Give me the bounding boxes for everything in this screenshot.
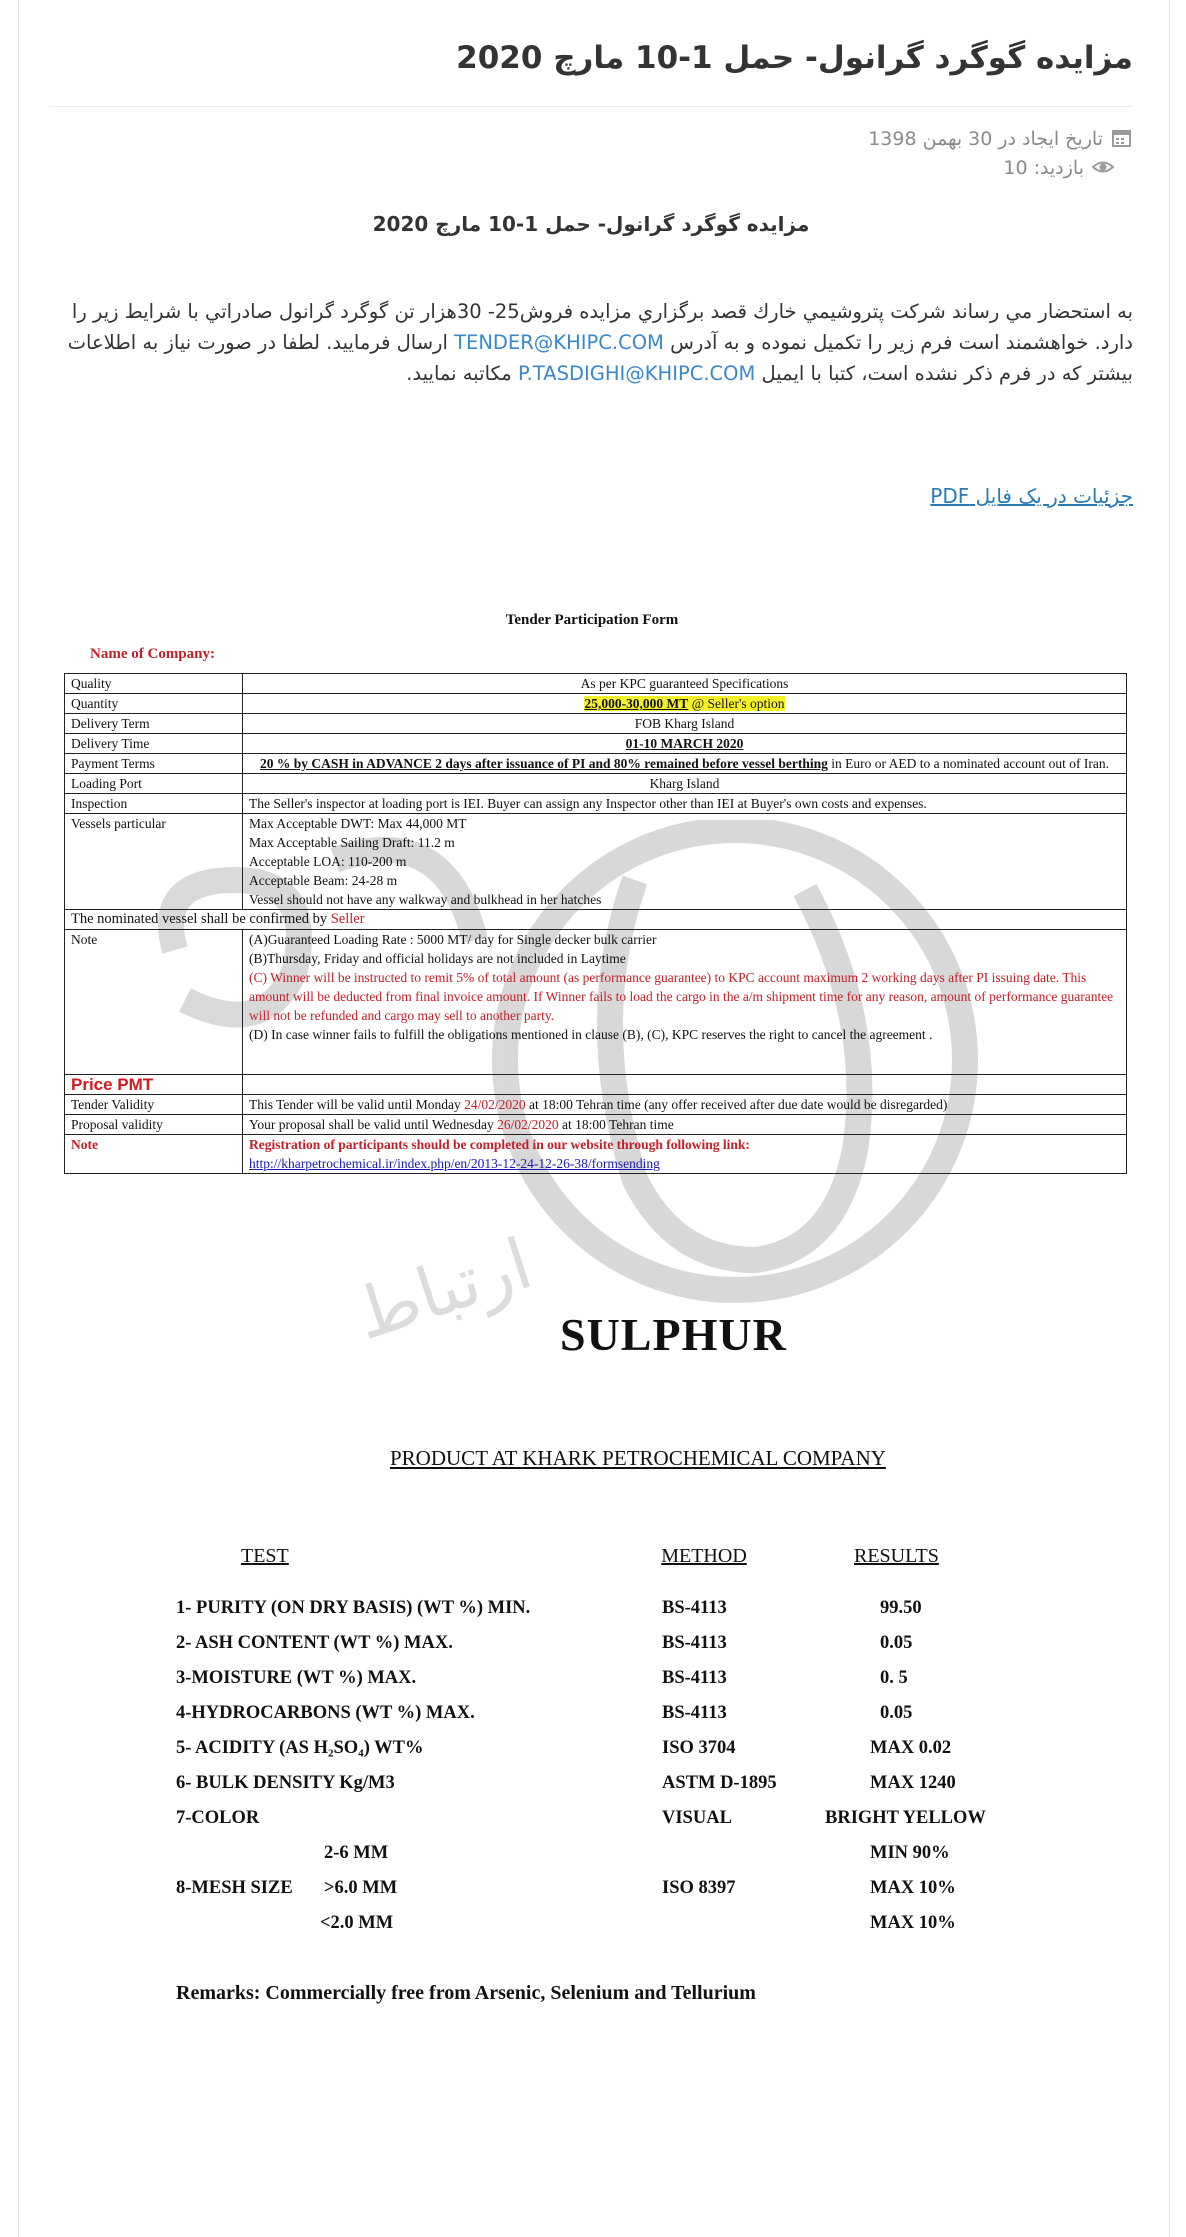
row-value: FOB Kharg Island xyxy=(243,714,1127,734)
quantity-amount: 25,000-30,000 MT xyxy=(584,696,689,711)
form-title: Tender Participation Form xyxy=(505,612,679,628)
table-row xyxy=(65,930,1127,1075)
row-key: Note xyxy=(65,1135,243,1174)
intro-text-c: مکاتبه نمایید. xyxy=(406,362,518,385)
note-d: (D) In case winner fails to fulfill the obligations mentioned in clause (B), (C), KPC reserves the right to cancel the agreement . xyxy=(249,1027,933,1042)
payment-terms-rest: in Euro or AED to a nominated account out of Iran. xyxy=(827,756,1110,771)
view-count xyxy=(514,157,1114,179)
row-key: Inspection xyxy=(65,794,243,814)
row-value: The Seller's inspector at loading port is IEI. Buyer can assign any Inspector other than IEI at Buyer's own costs and expenses. xyxy=(243,794,1127,814)
table-row xyxy=(65,714,1127,734)
spec-result: MAX 1240 xyxy=(870,1773,956,1793)
spec-method: BS-4113 xyxy=(662,1668,727,1688)
eye-icon xyxy=(1092,158,1114,176)
spec-test: 2- ASH CONTENT (WT %) MAX. xyxy=(176,1633,453,1653)
pdf-details-link[interactable]: جزئیات در یک فایل PDF xyxy=(930,484,1133,508)
svg-text:ارتباط: ارتباط xyxy=(344,1222,542,1357)
vessel-spec: Acceptable LOA: 110-200 m xyxy=(249,854,407,869)
intro-paragraph xyxy=(48,296,1133,389)
note-a: (A)Guaranteed Loading Rate : 5000 MT/ day for Single decker bulk carrier xyxy=(249,932,657,947)
views-text: بازدید: 10 xyxy=(1003,157,1084,179)
table-row xyxy=(65,734,1127,754)
table-row xyxy=(65,1115,1127,1135)
table-row xyxy=(65,910,1127,930)
mesh-size: >6.0 MM xyxy=(324,1878,398,1898)
remarks: Remarks: Commercially free from Arsenic, Selenium and Tellurium xyxy=(176,1982,756,2004)
tender-table xyxy=(64,673,1127,1174)
intro-text-a: به استحضار مي رساند شركت پتروشيمي خارك قصد برگزاري مزايده فروش25- 30هزار تن گوگرد گرانول صادراتي با شرايط زير را دارد. خواهشمند است فرم زیر را تکمیل نموده و به آدرس xyxy=(71,300,1133,354)
proposal-date: 26/02/2020 xyxy=(497,1117,559,1132)
spec-result: MAX 0.02 xyxy=(870,1738,952,1758)
table-row xyxy=(65,1075,1127,1095)
row-key: Note xyxy=(65,930,243,1075)
contact-email[interactable]: P.TASDIGHI@KHIPC.COM xyxy=(517,362,756,385)
spec-result: 0.05 xyxy=(880,1703,913,1723)
page-title: مزایده گوگرد گرانول- حمل 1-10 مارچ 2020 xyxy=(456,40,1133,76)
validity-date: 24/02/2020 xyxy=(464,1097,526,1112)
spec-method: ISO 3704 xyxy=(662,1738,736,1758)
spec-test: 6- BULK DENSITY Kg/M3 xyxy=(176,1773,395,1793)
vessel-spec: Max Acceptable DWT: Max 44,000 MT xyxy=(249,816,467,831)
method-header: METHOD xyxy=(661,1545,747,1567)
row-value xyxy=(243,1095,1127,1115)
validity-text-b: at 18:00 Tehran time (any offer received after due date would be disregarded) xyxy=(525,1097,948,1112)
price-pmt-value xyxy=(243,1075,1127,1095)
results-header: RESULTS xyxy=(854,1545,939,1567)
table-row xyxy=(65,694,1127,714)
quantity-option: @ Seller's option xyxy=(688,696,785,711)
validity-text-a: This Tender will be valid until Monday xyxy=(249,1097,465,1112)
spec-method: BS-4113 xyxy=(662,1703,727,1723)
created-text: تاریخ ایجاد در 30 بهمن 1398 xyxy=(868,128,1103,150)
row-key: Vessels particular xyxy=(65,814,243,910)
intro-text-b: ارسال فرمایید. لطفا در صورت نیاز به اطلاعات بیشتر که در فرم ذکر نشده است، کتبا با ایمیل xyxy=(67,331,1133,385)
vessel-spec: Acceptable Beam: 24-28 m xyxy=(249,873,398,888)
mesh-size: <2.0 MM xyxy=(320,1913,394,1933)
calendar-icon xyxy=(1111,129,1133,147)
row-value xyxy=(243,754,1127,774)
row-key: Quantity xyxy=(65,694,243,714)
nominated-vessel-note xyxy=(65,910,1127,930)
row-value xyxy=(243,1115,1127,1135)
product-heading: PRODUCT AT KHARK PETROCHEMICAL COMPANY xyxy=(390,1446,886,1470)
spec-result: BRIGHT YELLOW xyxy=(825,1808,986,1828)
spec-test: 3-MOISTURE (WT %) MAX. xyxy=(176,1668,417,1688)
mesh-result: MIN 90% xyxy=(870,1843,950,1863)
note-spacer xyxy=(249,1044,1120,1074)
table-row xyxy=(65,754,1127,774)
row-key: Proposal validity xyxy=(65,1115,243,1135)
sulphur-heading: SULPHUR xyxy=(560,1309,787,1360)
tender-email[interactable]: TENDER@KHIPC.COM xyxy=(454,331,664,354)
article-subtitle: مزایده گوگرد گرانول- حمل 1-10 مارچ 2020 xyxy=(372,212,810,236)
row-key: Delivery Term xyxy=(65,714,243,734)
spec-method: BS-4113 xyxy=(662,1598,727,1618)
row-key: Payment Terms xyxy=(65,754,243,774)
spec-result: 0. 5 xyxy=(880,1668,908,1688)
row-value: 01-10 MARCH 2020 xyxy=(243,734,1127,754)
row-value: As per KPC guaranteed Specifications xyxy=(243,674,1127,694)
vessel-spec: Vessel should not have any walkway and bulkhead in her hatches xyxy=(249,892,602,907)
spec-test: 5- ACIDITY (AS H₂SO₄) WT% xyxy=(176,1738,424,1758)
row-key: Delivery Time xyxy=(65,734,243,754)
table-row xyxy=(65,774,1127,794)
table-row xyxy=(65,1095,1127,1115)
spec-method: VISUAL xyxy=(662,1808,732,1828)
row-value xyxy=(243,694,1127,714)
row-value xyxy=(243,814,1127,910)
mesh-label: 8-MESH SIZE xyxy=(176,1878,293,1898)
table-row xyxy=(65,794,1127,814)
created-date xyxy=(533,128,1133,150)
row-value xyxy=(243,1135,1127,1174)
spec-result: 99.50 xyxy=(880,1598,922,1618)
vessel-spec: Max Acceptable Sailing Draft: 11.2 m xyxy=(249,835,455,850)
spec-test: 4-HYDROCARBONS (WT %) MAX. xyxy=(176,1703,475,1723)
table-row xyxy=(65,1135,1127,1174)
price-pmt-label: Price PMT xyxy=(65,1075,243,1095)
title-divider xyxy=(50,106,1132,107)
note-b: (B)Thursday, Friday and official holidays are not included in Laytime xyxy=(249,951,626,966)
nominated-party: Seller xyxy=(330,911,365,927)
test-header-label: TEST xyxy=(241,1545,289,1567)
payment-terms-bold: 20 % by CASH in ADVANCE 2 days after issuance of PI and 80% remained before vessel berthing xyxy=(259,756,828,771)
registration-link[interactable]: http://kharpetrochemical.ir/index.php/en/2013-12-24-12-26-38/formsending xyxy=(249,1156,660,1171)
row-key: Quality xyxy=(65,674,243,694)
row-value xyxy=(243,930,1127,1075)
mesh-size: 2-6 MM xyxy=(324,1843,389,1863)
table-row xyxy=(65,814,1127,910)
spec-test: 1- PURITY (ON DRY BASIS) (WT %) MIN. xyxy=(176,1598,531,1618)
company-name-label: Name of Company: xyxy=(90,646,215,662)
spec-result: 0.05 xyxy=(880,1633,913,1653)
row-key: Loading Port xyxy=(65,774,243,794)
mesh-method: ISO 8397 xyxy=(662,1878,736,1898)
spec-method: BS-4113 xyxy=(662,1633,727,1653)
proposal-text-a: Your proposal shall be valid until Wednesday xyxy=(249,1117,498,1132)
spec-method: ASTM D-1895 xyxy=(662,1773,777,1793)
spec-test: 7-COLOR xyxy=(176,1808,260,1828)
registration-text: Registration of participants should be completed in our website through following link: xyxy=(249,1137,750,1152)
row-value: Kharg Island xyxy=(243,774,1127,794)
row-key: Tender Validity xyxy=(65,1095,243,1115)
proposal-text-b: at 18:00 Tehran time xyxy=(558,1117,674,1132)
mesh-result: MAX 10% xyxy=(870,1878,956,1898)
test-header xyxy=(176,1545,368,1568)
mesh-result: MAX 10% xyxy=(870,1913,956,1933)
note-c: (C) Winner will be instructed to remit 5% of total amount (as performance guarantee) to KPC account maximum 2 working days after PI issuing date. This amount will be deducted from final invoice amount. If Winner fails to load the cargo in the a/m shipment time for any reason, amount of performance guarantee will not be refunded and cargo may sell to another party. xyxy=(249,970,1114,1023)
nominated-text: The nominated vessel shall be confirmed by xyxy=(71,911,331,927)
table-row xyxy=(65,674,1127,694)
